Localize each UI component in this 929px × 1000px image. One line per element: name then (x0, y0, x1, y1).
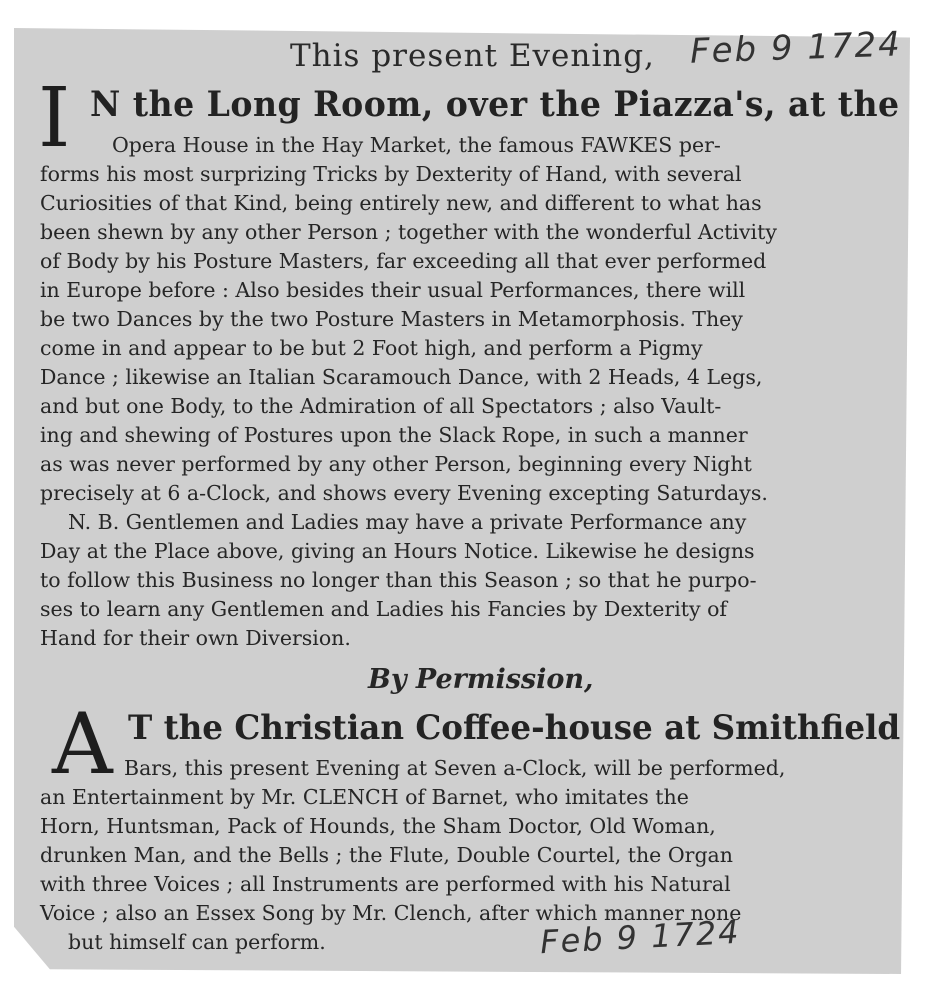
article1-line: come in and appear to be but 2 Foot high, and perform a Pigmy (40, 336, 703, 360)
article1-line: precisely at 6 a-Clock, and shows every Evening excepting Saturdays. (40, 481, 768, 505)
article1-dropcap: I (38, 71, 71, 166)
article2-line: Horn, Huntsman, Pack of Hounds, the Sham Doctor, Old Woman, (40, 814, 716, 838)
article1-line: of Body by his Posture Masters, far exceeding all that ever performed (40, 249, 767, 273)
article1-line: ing and shewing of Postures upon the Slack Rope, in such a manner (40, 423, 748, 447)
article2-headline: T the Christian Coffee-house at Smithfield (128, 708, 901, 748)
article1-line: to follow this Business no longer than this Season ; so that he purpo- (40, 568, 757, 592)
article1-line: as was never performed by any other Person, beginning every Night (40, 452, 752, 476)
article2-line: with three Voices ; all Instruments are performed with his Natural (40, 872, 731, 896)
article1-line: be two Dances by the two Posture Masters in Metamorphosis. They (40, 307, 743, 331)
article1-line: in Europe before : Also besides their usual Performances, there will (40, 278, 746, 302)
handwritten-date-bottom: Feb 9 1724 (539, 912, 742, 962)
article1-line: Curiosities of that Kind, being entirely new, and different to what has (40, 191, 762, 215)
article1-line: Dance ; likewise an Italian Scaramouch Dance, with 2 Heads, 4 Legs, (40, 365, 763, 389)
handwritten-date-top: Feb 9 1724 (689, 24, 903, 72)
article2-line: but himself can perform. (68, 930, 326, 954)
article1-line: N. B. Gentlemen and Ladies may have a private Performance any (68, 510, 747, 534)
by-permission-heading: By Permission, (368, 664, 594, 695)
clipping-heading: This present Evening, (290, 38, 655, 74)
article1-line: Hand for their own Diversion. (40, 626, 351, 650)
article1-line: forms his most surprizing Tricks by Dexterity of Hand, with several (40, 162, 742, 186)
article2-line: Voice ; also an Essex Song by Mr. Clench, after which manner none (40, 901, 742, 925)
article1-line: Day at the Place above, giving an Hours Notice. Likewise he designs (40, 539, 755, 563)
article1-line: ses to learn any Gentlemen and Ladies his Fancies by Dexterity of (40, 597, 728, 621)
article1-line: been shewn by any other Person ; together with the wonderful Activity (40, 220, 777, 244)
article2-dropcap: A (52, 695, 113, 793)
article2-line: drunken Man, and the Bells ; the Flute, Double Courtel, the Organ (40, 843, 733, 867)
article2-line: an Entertainment by Mr. CLENCH of Barnet, who imitates the (40, 785, 689, 809)
article2-line: Bars, this present Evening at Seven a-Clock, will be performed, (124, 756, 786, 780)
article1-line: and but one Body, to the Admiration of all Spectators ; also Vault- (40, 394, 722, 418)
article1-line: Opera House in the Hay Market, the famous FAWKES per- (112, 133, 721, 157)
article1-headline: N the Long Room, over the Piazza's, at the (90, 84, 900, 125)
